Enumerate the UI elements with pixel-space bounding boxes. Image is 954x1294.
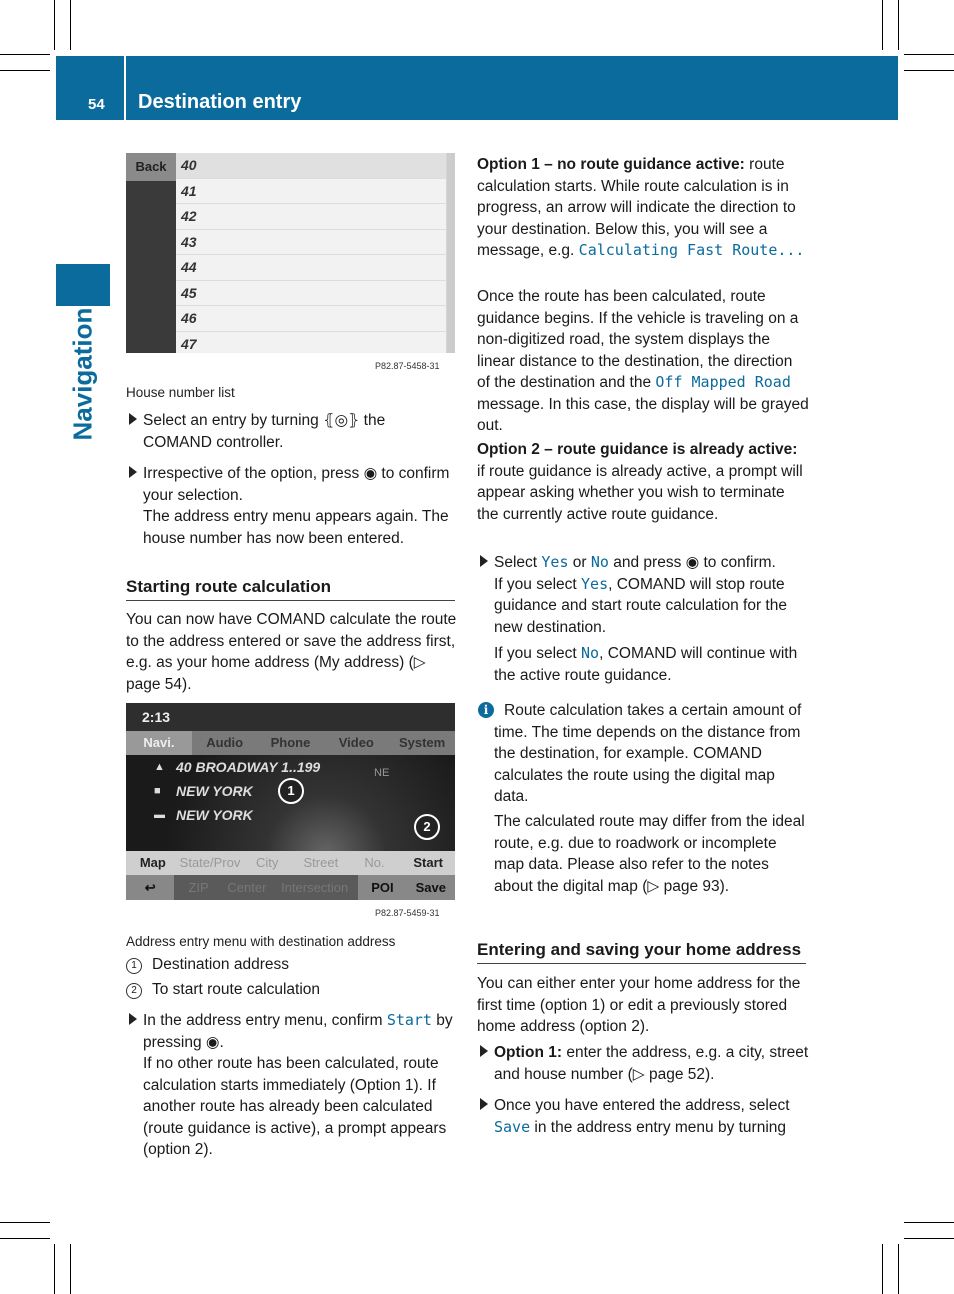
- instruction-bullet: [494, 1042, 809, 1085]
- poi-button[interactable]: POI: [358, 875, 406, 900]
- house-number-list-screen: [126, 153, 455, 353]
- paragraph: [477, 286, 809, 437]
- bullet-text: Irrespective of the option, press: [143, 465, 364, 482]
- option2-paragraph: [477, 439, 809, 525]
- number-button[interactable]: No.: [364, 855, 385, 870]
- crop-mark: [70, 0, 71, 50]
- info-note: [494, 700, 809, 808]
- section-tab: [56, 307, 110, 442]
- paragraph: [477, 973, 809, 1038]
- option-label: Option 2 – route guidance is already active:: [477, 441, 798, 458]
- legend-item: [126, 954, 456, 976]
- start-button[interactable]: Start: [413, 855, 443, 870]
- paragraph-text: route calculation starts. While route calculation is in progress, an arrow will indicate the direction to your destination. Below this, you will see a message, e.g.: [477, 156, 796, 259]
- back-button[interactable]: Back: [126, 153, 176, 181]
- menu-item-audio[interactable]: Audio: [206, 735, 244, 750]
- state-text: NEW YORK: [176, 807, 253, 823]
- address-entry-screen: [126, 703, 455, 900]
- bullet-text: in the address entry menu by turning: [530, 1118, 787, 1136]
- crop-mark: [54, 1244, 55, 1294]
- intersection-button[interactable]: Intersection: [281, 880, 349, 895]
- paragraph-text: You can either enter your home address for the first time (option 1) or edit a previously stored home address (option 2).: [477, 975, 801, 1035]
- press-controller-icon: ◉: [685, 553, 700, 571]
- bullet-text: Once you have entered the address, select: [494, 1097, 790, 1114]
- paragraph: [494, 643, 809, 686]
- instruction-bullet: [143, 463, 458, 549]
- figure-code: P82.87-5458-31: [375, 361, 440, 371]
- crop-mark: [0, 54, 50, 55]
- info-note: [494, 811, 809, 897]
- press-controller-icon: ◉: [363, 464, 378, 482]
- bullet-marker: [480, 1045, 488, 1057]
- ui-term-calculating: Calculating Fast Route...: [578, 241, 805, 259]
- entry-field-bar: [126, 851, 455, 875]
- bullet-marker: [129, 466, 137, 478]
- info-text: Route calculation takes a certain amount of time. The time depends on the distance from the destination, for example. COMAND calculates the route using the digital map data.: [494, 702, 802, 805]
- bullet-marker: [480, 1098, 488, 1110]
- list-item[interactable]: 44: [176, 255, 446, 281]
- bullet-text: enter the address, e.g. a city, street and house number (▷ page 52).: [494, 1044, 809, 1083]
- list-item[interactable]: 46: [176, 306, 446, 332]
- list-item[interactable]: 40: [176, 153, 446, 179]
- bullet-text: , COMAND will stop route guidance and start route calculation for the new destination.: [494, 575, 787, 636]
- section-heading: Entering and saving your home address: [477, 940, 806, 964]
- crop-mark: [0, 1238, 50, 1239]
- paragraph: [126, 609, 458, 695]
- paragraph-text: If you select: [494, 645, 582, 662]
- instruction-bullet: [494, 1095, 809, 1138]
- legend-text: To start route calculation: [152, 981, 321, 998]
- ui-term-yes: Yes: [541, 553, 569, 571]
- figure-caption: House number list: [126, 385, 235, 400]
- house-number-list: [176, 153, 446, 353]
- callout-1: 1: [278, 778, 304, 804]
- info-text: The calculated route may differ from the ideal route, e.g. due to roadwork or incomplete map data. Please also refer to the notes about the digital map (▷ page 93).: [494, 813, 805, 895]
- section-heading: Starting route calculation: [126, 577, 455, 601]
- press-controller-icon: ◉: [205, 1032, 220, 1051]
- function-bar: [126, 875, 455, 900]
- paragraph-text: You can now have COMAND calculate the route to the address entered or save the address first, e.g. as your home address (My address) (▷ page 54).: [126, 611, 457, 693]
- bullet-text: to confirm your selection.: [143, 465, 450, 504]
- center-button[interactable]: Center: [227, 880, 267, 895]
- bullet-text: If you select: [494, 575, 582, 593]
- callout-2: 2: [414, 814, 440, 840]
- bullet-text: by pressing: [143, 1012, 453, 1051]
- figure-code: P82.87-5459-31: [375, 908, 440, 918]
- main-menu-bar: [126, 731, 455, 755]
- crop-mark: [898, 1244, 899, 1294]
- bullet-marker: [480, 555, 488, 567]
- arrow-up-icon: ▲: [154, 761, 165, 773]
- street-button[interactable]: Street: [303, 855, 339, 870]
- ui-term-yes: Yes: [581, 574, 609, 593]
- scrollbar[interactable]: [447, 153, 455, 353]
- ui-term-off-mapped-road: Off Mapped Road: [655, 373, 791, 391]
- header-divider: [124, 56, 126, 120]
- menu-item-system[interactable]: System: [398, 735, 446, 750]
- legend-number: 1: [126, 958, 142, 974]
- save-button[interactable]: Save: [407, 875, 455, 900]
- crop-mark: [904, 70, 954, 71]
- city-icon: ■: [154, 785, 161, 797]
- list-item[interactable]: 43: [176, 230, 446, 256]
- section-tab-label: Navigation: [67, 307, 98, 441]
- paragraph-text: , COMAND will continue with the active route guidance.: [494, 645, 798, 684]
- option-label: Option 1:: [494, 1044, 563, 1061]
- address-text: 40 BROADWAY 1..199: [176, 759, 321, 775]
- bullet-text: or: [568, 554, 591, 571]
- rotate-controller-icon: ⦃◎⦄: [323, 411, 360, 429]
- bullet-text: Select: [494, 554, 542, 571]
- bullet-result-text: The address entry menu appears again. The house number has now been entered.: [143, 508, 449, 547]
- bullet-text: the COMAND controller.: [143, 412, 386, 451]
- crop-mark: [904, 1222, 954, 1223]
- option1-paragraph: [477, 154, 809, 262]
- ui-term-no: No: [590, 553, 609, 571]
- city-text: NEW YORK: [176, 783, 253, 799]
- paragraph-text: if route guidance is already active, a prompt will appear asking whether you wish to terminate the currently active route guidance.: [477, 462, 803, 523]
- zip-button[interactable]: ZIP: [188, 880, 209, 895]
- compass-label: NE: [374, 767, 390, 779]
- crop-mark: [0, 70, 50, 71]
- menu-item-phone[interactable]: Phone: [270, 735, 311, 750]
- info-icon: i: [478, 702, 494, 718]
- list-item[interactable]: 42: [176, 204, 446, 230]
- ui-term-no: No: [581, 644, 600, 662]
- crop-mark: [0, 1222, 50, 1223]
- menu-item-navi[interactable]: Navi.: [126, 731, 192, 755]
- crop-mark: [70, 1244, 71, 1294]
- bullet-marker: [129, 1013, 137, 1025]
- bullet-text: and press: [608, 554, 686, 571]
- ui-term-start: Start: [386, 1011, 432, 1029]
- city-button[interactable]: City: [255, 855, 279, 870]
- crop-mark: [904, 1238, 954, 1239]
- legend-item: [126, 979, 456, 1001]
- figure-caption: Address entry menu with destination address: [126, 934, 396, 949]
- bullet-result-text: If no other route has been calculated, route calculation starts immediately (Option 1). If another route has already been calculated (route guidance is active), a prompt appears (option 2).: [143, 1055, 447, 1158]
- crop-mark: [882, 0, 883, 50]
- bullet-text: Select an entry by turning: [143, 412, 324, 429]
- instruction-bullet: [143, 1010, 458, 1161]
- list-item[interactable]: 45: [176, 281, 446, 307]
- map-button[interactable]: Map: [139, 855, 166, 870]
- menu-item-video[interactable]: Video: [338, 735, 374, 750]
- paragraph-text: message. In this case, the display will be grayed out.: [477, 395, 809, 434]
- list-item[interactable]: 47: [176, 332, 446, 354]
- crop-mark: [54, 0, 55, 50]
- address-row: [126, 755, 455, 779]
- crop-mark: [898, 0, 899, 50]
- bullet-text: .: [219, 1033, 224, 1051]
- state-row: [126, 803, 455, 827]
- flag-icon: ▬: [154, 809, 165, 821]
- list-item[interactable]: 41: [176, 179, 446, 205]
- crop-mark: [882, 1244, 883, 1294]
- option-label: Option 1 – no route guidance active:: [477, 156, 745, 173]
- page-number: 54: [88, 96, 105, 113]
- state-prov-button[interactable]: State/Prov: [179, 855, 241, 870]
- screen-left-panel: [126, 153, 176, 353]
- clock: 2:13: [126, 703, 455, 731]
- bullet-text: In the address entry menu, confirm: [143, 1012, 387, 1029]
- paragraph-text: Once the route has been calculated, route guidance begins. If the vehicle is traveling on a non-digitized road, the system displays the linear distance to the destination, the direction of the destination and the: [477, 288, 799, 391]
- back-arrow-icon[interactable]: ↩: [126, 875, 174, 900]
- bullet-marker: [129, 413, 137, 425]
- bullet-text: to confirm.: [699, 554, 776, 571]
- page-title: Destination entry: [138, 91, 302, 113]
- legend-number: 2: [126, 983, 142, 999]
- section-tab-marker: [56, 264, 110, 306]
- crop-mark: [904, 54, 954, 55]
- legend-text: Destination address: [152, 956, 289, 973]
- ui-term-save: Save: [494, 1117, 531, 1136]
- instruction-bullet: [494, 552, 809, 638]
- instruction-bullet: [143, 410, 458, 453]
